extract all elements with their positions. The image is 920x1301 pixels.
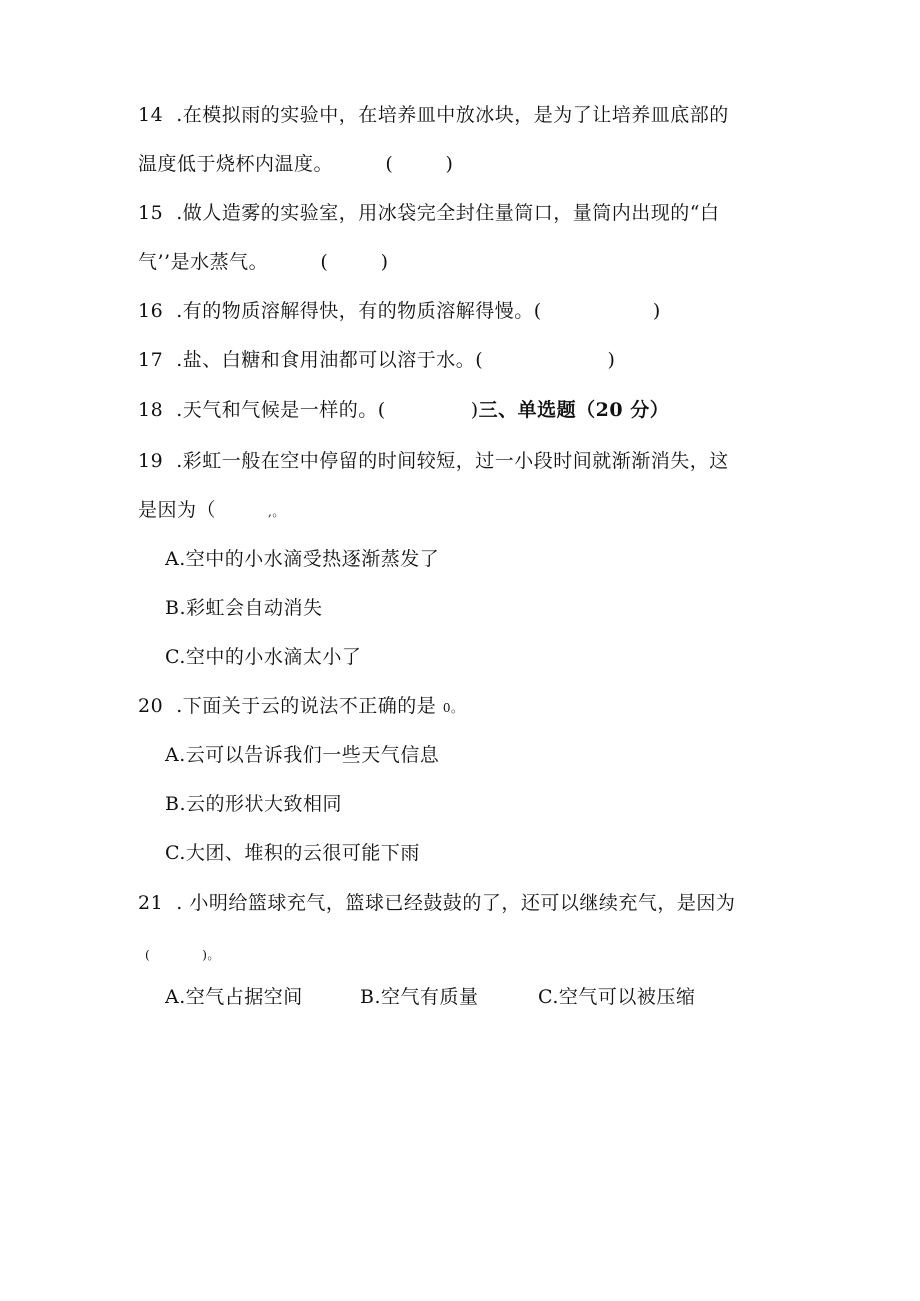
- question-18: [138, 398, 669, 422]
- question-21-line2: [145, 941, 220, 967]
- question-21-line2-start: (: [145, 948, 151, 962]
- question-21-line1: 21 . 小明给篮球充气，篮球已经鼓鼓的了，还可以继续充气，是因为: [138, 892, 736, 914]
- section-heading: 三、单选题（20 分）: [478, 399, 670, 421]
- question-15-line1: 15 .做人造雾的实验室，用冰袋完全封住量筒口，量筒内出现的“白: [138, 202, 720, 224]
- question-21-option-c: C.空气可以被压缩: [538, 986, 696, 1008]
- question-19-line2-end: ,。: [268, 505, 285, 519]
- question-19-option-c: C.空中的小水滴太小了: [165, 646, 362, 668]
- question-14-line2: 温度低于烧杯内温度。 ( ): [138, 153, 454, 175]
- question-15-line2: 气’’是水蒸气。 ( ): [138, 251, 389, 273]
- question-20-line1: [138, 694, 463, 720]
- question-19-line1: 19 .彩虹一般在空中停留的时间较短，过一小段时间就渐渐消失，这: [138, 450, 729, 472]
- question-20-option-c: C.大团、堆积的云很可能下雨: [165, 842, 420, 864]
- question-16: 16 .有的物质溶解得快，有的物质溶解得慢。( ): [138, 300, 661, 322]
- question-19-line2-start: 是因为（: [138, 499, 217, 521]
- question-19-option-b: B.彩虹会自动消失: [165, 597, 323, 619]
- question-20-text: 20 .下面关于云的说法不正确的是: [138, 695, 437, 717]
- question-18-text: 18 .天气和气候是一样的。( ): [138, 399, 479, 421]
- question-17: 17 .盐、白糖和食用油都可以溶于水。( ): [138, 349, 616, 371]
- question-21-line2-end: )。: [202, 948, 220, 962]
- question-20-end: 0。: [442, 701, 464, 715]
- question-19-option-a: A.空中的小水滴受热逐渐蒸发了: [165, 548, 440, 570]
- question-20-option-b: B.云的形状大致相同: [165, 793, 343, 815]
- question-21-option-a: A.空气占据空间: [165, 986, 303, 1008]
- question-20-option-a: A.云可以告诉我们一些天气信息: [165, 744, 440, 766]
- question-21-option-b: B.空气有质量: [360, 986, 479, 1008]
- question-19-line2: [138, 498, 285, 524]
- question-14-line1: 14 .在模拟雨的实验中，在培养皿中放冰块，是为了让培养皿底部的: [138, 104, 729, 126]
